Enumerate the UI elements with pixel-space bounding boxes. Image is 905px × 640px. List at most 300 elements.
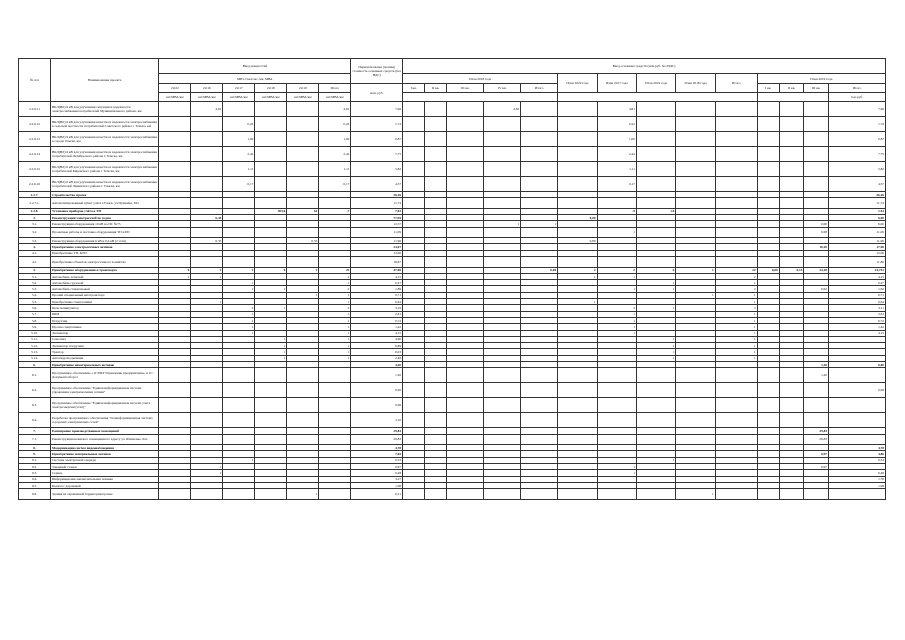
header-2018-q4: IV кв. <box>484 84 521 93</box>
row-value <box>319 227 351 238</box>
row-value <box>804 198 829 209</box>
row-value: 2,42 <box>319 147 351 162</box>
row-value <box>447 162 484 177</box>
row-value <box>779 227 804 238</box>
row-name: Реконструкция нежилого помещения по адресу ул. Шевченко, 62а <box>51 434 159 445</box>
row-value: 1 <box>319 330 351 336</box>
row-value: 0,72 <box>351 317 403 323</box>
row-value <box>779 132 804 147</box>
row-name: Прочий специальный автотранспорт <box>51 292 159 298</box>
row-value <box>757 147 779 162</box>
row-value: 1 <box>255 336 287 342</box>
row-value <box>829 413 886 428</box>
row-number: 2.2.6.14 <box>19 147 51 162</box>
row-value: 1,00 <box>223 132 255 147</box>
row-value: 1 <box>597 330 636 336</box>
row-value <box>159 198 191 209</box>
row-value <box>558 489 597 500</box>
row-value: 1 <box>191 470 223 476</box>
row-value <box>715 177 757 192</box>
row-number: 4.2. <box>19 257 51 268</box>
row-value <box>636 383 675 398</box>
row-value: 0,72 <box>829 317 886 323</box>
row-name: Приобретение материальных активов <box>51 451 159 457</box>
row-name: Экскаватор <box>51 330 159 336</box>
row-value <box>319 383 351 398</box>
row-name: ВКЛ(ВЛ) 6 кВ для улучшения качества и надежности электроснабжения потребителей Ленинского района г. Томска, км <box>51 177 159 192</box>
row-value <box>255 227 287 238</box>
row-value: 7,06 <box>829 102 886 117</box>
row-value <box>636 147 675 162</box>
row-value <box>484 147 521 162</box>
row-value <box>715 368 757 383</box>
row-value: 1 <box>636 355 675 361</box>
header-year-1: 2.022 <box>159 84 191 93</box>
row-name: Система электронной очереди <box>51 457 159 463</box>
row-value <box>715 132 757 147</box>
row-value: 4,81 <box>191 102 223 117</box>
row-value: 0,00 <box>757 267 779 273</box>
row-value <box>521 162 558 177</box>
row-value: 1 <box>715 349 757 355</box>
row-value: 1,20 <box>351 368 403 383</box>
row-value <box>715 147 757 162</box>
row-value: 2 <box>597 267 636 273</box>
row-value <box>425 162 447 177</box>
row-value: 2 <box>715 273 757 279</box>
row-name: Погрузчик <box>51 317 159 323</box>
row-number: 2.2.6.12 <box>19 117 51 132</box>
row-value: 17,96 <box>829 244 886 250</box>
row-value <box>159 434 191 445</box>
row-value: 1 <box>319 292 351 298</box>
row-number: 2.2.6.13 <box>19 132 51 147</box>
row-name: Здания на охраняемой территории прочие <box>51 489 159 500</box>
row-name: Программное обеспечение "Единая информационная система управления электрическими сетями" <box>51 383 159 398</box>
row-value <box>715 102 757 117</box>
row-value <box>779 147 804 162</box>
row-value: 24,18 <box>804 267 829 273</box>
row-value: 1 <box>319 299 351 305</box>
row-value: 0,22 <box>319 117 351 132</box>
row-value: 0,53 <box>829 457 886 463</box>
row-value: 0,00 <box>558 215 597 221</box>
row-number: 2.2.7.1. <box>19 198 51 209</box>
row-value: 4,90 <box>351 336 403 342</box>
row-value: 1 <box>597 470 636 476</box>
row-name: Автомобиль грузовой <box>51 280 159 286</box>
row-number: 5.2. <box>19 280 51 286</box>
row-value: 0,17 <box>223 177 255 192</box>
row-value <box>779 257 804 268</box>
row-value <box>287 227 319 238</box>
row-number: 5. <box>19 267 51 273</box>
row-value <box>636 257 675 268</box>
row-name: ВКЛ(ВЛ) 6 кВ для улучшения качества и надежности электроснабжения потребителей Октябрьского района г. Томска, км <box>51 147 159 162</box>
row-value <box>829 489 886 500</box>
row-value: 0,17 <box>319 177 351 192</box>
row-value: 1,11 <box>223 162 255 177</box>
row-value: 0,53 <box>351 457 403 463</box>
row-value: 1 <box>676 267 715 273</box>
row-number: 6. <box>19 362 51 368</box>
row-value: 363,6 <box>255 208 287 214</box>
header-year-2: 2.016 <box>191 84 223 93</box>
row-value <box>255 413 287 428</box>
row-value: 1 <box>636 280 675 286</box>
row-value: 4,86 <box>829 451 886 457</box>
row-value: 1 <box>715 317 757 323</box>
row-value: -7 <box>319 208 351 214</box>
row-value <box>597 398 636 413</box>
row-value: 6 <box>159 267 191 273</box>
row-value <box>484 177 521 192</box>
row-value: 26,26 <box>829 192 886 198</box>
row-value: 6,89 <box>351 343 403 349</box>
row-value <box>636 434 675 445</box>
row-value: 6,35 <box>191 238 223 244</box>
row-value <box>287 132 319 147</box>
row-value: 1 <box>636 336 675 342</box>
row-number: 2.2.7. <box>19 192 51 198</box>
row-value: 0,02 <box>804 286 829 292</box>
row-value <box>521 434 558 445</box>
row-value: 0,22 <box>597 117 636 132</box>
row-value: 2 <box>558 267 597 273</box>
row-value <box>159 162 191 177</box>
row-value: 1 <box>521 221 558 227</box>
row-value <box>558 117 597 132</box>
row-value <box>425 132 447 147</box>
row-value <box>255 383 287 398</box>
row-name: КБМ <box>51 311 159 317</box>
row-value <box>447 398 484 413</box>
header-num: № п/п <box>19 59 51 102</box>
row-value: 4,81 <box>319 102 351 117</box>
row-value: 2,61 <box>351 311 403 317</box>
row-value <box>597 198 636 209</box>
row-value <box>403 489 425 500</box>
row-value: 1,53 <box>829 208 886 214</box>
row-value <box>715 117 757 132</box>
row-value <box>521 368 558 383</box>
row-value <box>676 117 715 132</box>
row-value <box>403 102 425 117</box>
row-number: 6.4. <box>19 413 51 428</box>
row-value <box>521 198 558 209</box>
row-number: 5.4. <box>19 292 51 298</box>
row-value: 6 <box>255 267 287 273</box>
row-value: 1,74 <box>829 117 886 132</box>
row-value: 1 <box>255 343 287 349</box>
row-value <box>319 368 351 383</box>
row-number: 5.3. <box>19 286 51 292</box>
row-value: 1 <box>715 343 757 349</box>
row-number: 5.11. <box>19 336 51 342</box>
row-name: Реконструкция оборудования 10 кВ на ПС №73 <box>51 221 159 227</box>
row-value: 1 <box>636 349 675 355</box>
header-fa-col-1: План 2020 года <box>558 74 597 93</box>
row-value <box>191 489 223 500</box>
row-value <box>425 383 447 398</box>
table-row <box>19 198 886 209</box>
row-value <box>636 227 675 238</box>
row-value: 6,35 <box>191 215 223 221</box>
header-2019-q3: III кв. <box>804 84 829 93</box>
row-value <box>779 368 804 383</box>
row-value <box>425 117 447 132</box>
row-value <box>255 177 287 192</box>
row-value <box>676 257 715 268</box>
row-value <box>223 227 255 238</box>
row-value <box>403 177 425 192</box>
row-value: -9 <box>597 208 636 214</box>
row-value <box>425 398 447 413</box>
row-value <box>159 147 191 162</box>
row-value: 1 <box>676 292 715 298</box>
row-value <box>715 227 757 238</box>
row-number: 3.2. <box>19 227 51 238</box>
row-value: 11,96 <box>829 238 886 244</box>
row-value <box>484 368 521 383</box>
row-value <box>425 198 447 209</box>
row-value: 1 <box>597 273 636 279</box>
row-value <box>403 227 425 238</box>
row-value: 0,00 <box>829 362 886 368</box>
row-number: 5.5. <box>19 299 51 305</box>
row-value <box>319 198 351 209</box>
row-value: 47,06 <box>351 267 403 273</box>
row-value: 11,80 <box>829 257 886 268</box>
row-value <box>287 398 319 413</box>
table-row <box>19 147 886 162</box>
row-value: 1 <box>715 336 757 342</box>
row-value <box>521 398 558 413</box>
row-value: 1 <box>636 343 675 349</box>
row-value: 4,40 <box>351 362 403 368</box>
row-value <box>287 162 319 177</box>
row-name: Автомобиль легковой <box>51 273 159 279</box>
table-row <box>19 102 886 117</box>
table-row <box>19 132 886 147</box>
row-value: 4,57 <box>351 177 403 192</box>
row-value <box>804 162 829 177</box>
header-fa-col-4: План 2018 года <box>676 74 715 93</box>
row-value <box>159 117 191 132</box>
row-value <box>804 177 829 192</box>
row-value: 1 <box>597 286 636 292</box>
row-value: 2 <box>223 305 255 311</box>
row-value <box>558 102 597 117</box>
row-value: 0,06 <box>351 383 403 398</box>
row-value <box>447 368 484 383</box>
row-value: 2 <box>223 267 255 273</box>
row-value: 1 <box>597 324 636 330</box>
row-value <box>447 434 484 445</box>
row-value <box>804 489 829 500</box>
row-value <box>223 383 255 398</box>
row-value: 7,65 <box>351 451 403 457</box>
row-value <box>521 102 558 117</box>
row-value: 1 <box>597 317 636 323</box>
row-value <box>558 257 597 268</box>
row-value <box>715 198 757 209</box>
row-value <box>558 398 597 413</box>
row-value <box>319 489 351 500</box>
row-value <box>191 117 223 132</box>
row-value <box>804 147 829 162</box>
row-name: Трактор <box>51 349 159 355</box>
row-number: 3.3. <box>19 238 51 244</box>
row-value: 1 <box>319 311 351 317</box>
row-value: 4,57 <box>829 177 886 192</box>
row-number: 3.1. <box>19 221 51 227</box>
row-value: 29,83 <box>804 434 829 445</box>
header-unit-3: шт/МВА/км <box>223 93 255 102</box>
row-value: 3,27 <box>351 476 403 482</box>
row-value <box>597 368 636 383</box>
row-value: 24,751 <box>829 267 886 273</box>
row-name: Приобретение ТП, КТП <box>51 250 159 256</box>
row-value <box>779 489 804 500</box>
row-value <box>484 434 521 445</box>
row-value: 0,06 <box>829 383 886 398</box>
row-value <box>287 257 319 268</box>
row-number: 4. <box>19 244 51 250</box>
row-value: 18,67 <box>351 257 403 268</box>
header-unit-6: шт/МВА/км <box>319 93 351 102</box>
row-value <box>757 257 779 268</box>
row-value <box>447 489 484 500</box>
header-fa-col-3: План 2019 года <box>636 74 675 93</box>
row-value <box>676 413 715 428</box>
row-value <box>484 413 521 428</box>
row-value <box>319 398 351 413</box>
row-value <box>447 227 484 238</box>
row-value <box>191 434 223 445</box>
row-value <box>425 227 447 238</box>
row-value <box>521 117 558 132</box>
row-value <box>558 147 597 162</box>
row-value <box>287 368 319 383</box>
row-value: 0,71 <box>829 292 886 298</box>
row-value <box>715 257 757 268</box>
row-number: 9.3. <box>19 470 51 476</box>
row-number: 2.2.6.11 <box>19 102 51 117</box>
row-value <box>829 434 886 445</box>
row-value: 1 <box>636 286 675 292</box>
header-2018-q1: I кв. <box>403 84 425 93</box>
row-number: 5.12. <box>19 343 51 349</box>
row-value <box>319 257 351 268</box>
row-value: 2 <box>715 286 757 292</box>
header-2019-q2: II кв. <box>779 84 804 93</box>
row-value: 0,64 <box>351 299 403 305</box>
row-value <box>676 198 715 209</box>
row-value: 1,20 <box>804 362 829 368</box>
row-value <box>403 198 425 209</box>
row-value <box>757 198 779 209</box>
row-value: 1 <box>484 221 521 227</box>
row-value <box>255 198 287 209</box>
row-value <box>779 117 804 132</box>
row-value: 1,00 <box>597 132 636 147</box>
row-value <box>558 383 597 398</box>
row-value <box>558 434 597 445</box>
row-name: Проектные работы и поставка оборудования ТП и РП <box>51 227 159 238</box>
header-name: Наименование проекта <box>51 59 159 102</box>
row-value <box>829 398 886 413</box>
row-value: 3 <box>319 305 351 311</box>
row-number: 7.1. <box>19 434 51 445</box>
row-number: 6.1. <box>19 368 51 383</box>
row-number: 5.8. <box>19 317 51 323</box>
row-value: 5,82 <box>829 162 886 177</box>
row-value: 1 <box>223 317 255 323</box>
row-value: 5,82 <box>351 162 403 177</box>
row-value: -14 <box>636 208 675 214</box>
row-name: Программное обеспечение "Единая информационная система учета электроэнергии (этап)" <box>51 398 159 413</box>
row-value <box>676 227 715 238</box>
row-value <box>757 489 779 500</box>
row-value <box>597 413 636 428</box>
row-value <box>597 434 636 445</box>
row-value <box>255 132 287 147</box>
row-value: 2,42 <box>597 147 636 162</box>
row-value <box>159 368 191 383</box>
row-value <box>425 147 447 162</box>
row-value: 11,00 <box>829 227 886 238</box>
row-name: Реконструкция электросетей по годам <box>51 215 159 221</box>
row-value: 1 <box>255 305 287 311</box>
document-sheet <box>18 58 886 500</box>
row-value <box>757 434 779 445</box>
row-value <box>191 177 223 192</box>
row-value <box>484 132 521 147</box>
row-value <box>159 132 191 147</box>
row-value: 4,15 <box>351 273 403 279</box>
row-value <box>223 489 255 500</box>
row-name: Кран манипулятор <box>51 305 159 311</box>
row-value: 22 <box>715 267 757 273</box>
row-value <box>757 102 779 117</box>
table-row <box>19 489 886 500</box>
row-value <box>676 177 715 192</box>
row-value <box>287 147 319 162</box>
header-cost-unit: млн. руб. <box>351 84 403 102</box>
table-body <box>19 102 886 500</box>
row-value: 1,42 <box>829 324 886 330</box>
row-value <box>255 434 287 445</box>
row-value <box>287 117 319 132</box>
row-value <box>636 132 675 147</box>
header-2018-q2: II кв. <box>425 84 447 93</box>
row-number: 9. <box>19 451 51 457</box>
row-name: ВКЛ(ВЛ) 6 кВ для улучшения качества и надежности электроснабжения в сельской местности потребителей Советского района г. Томска, км <box>51 117 159 132</box>
header-year-total: Итого <box>319 84 351 93</box>
row-value <box>558 368 597 383</box>
row-value: 4,78 <box>829 445 886 451</box>
row-value <box>159 383 191 398</box>
row-number: 5.9. <box>19 324 51 330</box>
row-name: Приобретение объектов электросетевого хозяйства <box>51 257 159 268</box>
row-value: 1 <box>715 299 757 305</box>
row-value <box>757 177 779 192</box>
row-value: 1 <box>223 324 255 330</box>
row-value: 1 <box>255 349 287 355</box>
row-name: Приобретение электросетевых активов <box>51 244 159 250</box>
row-value: 1,74 <box>351 117 403 132</box>
